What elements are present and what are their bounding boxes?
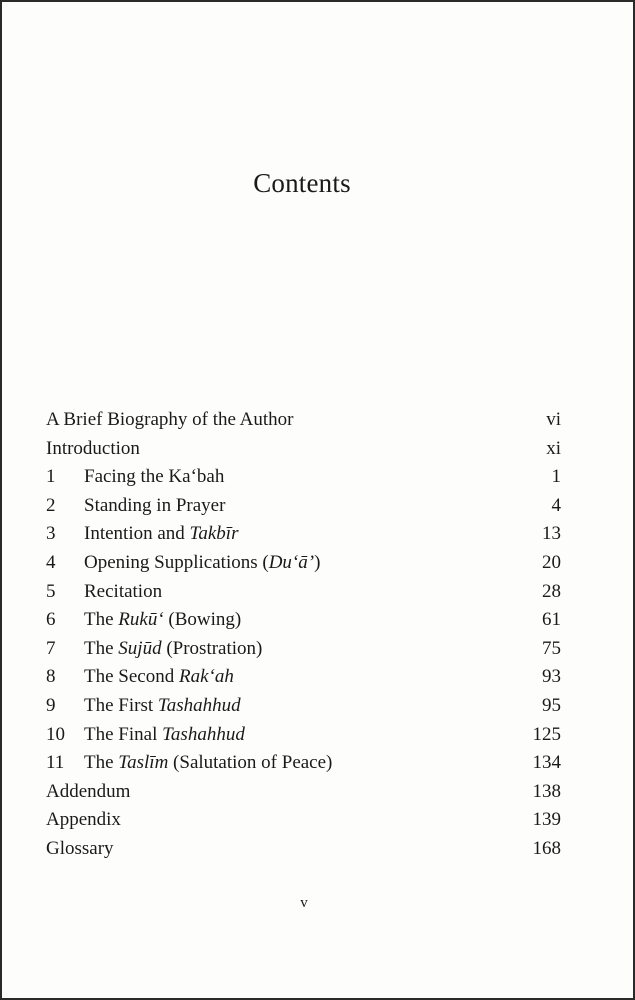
page-number: v bbox=[300, 895, 308, 911]
toc-entry-page: 28 bbox=[542, 580, 561, 602]
toc-entry-title-text: (Prostration) bbox=[161, 637, 263, 659]
toc-entry-title bbox=[84, 606, 542, 635]
toc-entry-title bbox=[84, 692, 542, 721]
toc-entry-title-text: The bbox=[84, 637, 119, 659]
toc-entry-title-italic: Takbīr bbox=[189, 523, 239, 545]
toc-entry bbox=[46, 635, 561, 664]
toc-entry-title bbox=[84, 463, 552, 492]
toc-entry bbox=[46, 692, 561, 721]
toc-entry-title-text: Opening Supplications ( bbox=[84, 551, 269, 573]
toc-entry-page: 13 bbox=[542, 523, 561, 545]
toc-entry-title-text: Standing in Prayer bbox=[84, 494, 226, 516]
toc-entry-number: 11 bbox=[46, 752, 65, 774]
toc-entry-title bbox=[84, 721, 533, 750]
toc-entry-page: 61 bbox=[542, 609, 561, 631]
toc-entry-title bbox=[46, 835, 533, 864]
toc-entry-page: 168 bbox=[532, 837, 561, 859]
toc-entry-title bbox=[46, 435, 546, 464]
toc-entry bbox=[46, 749, 561, 778]
toc-entry-title bbox=[84, 578, 542, 607]
toc-entry-title-italic: Taslīm bbox=[118, 752, 169, 774]
toc-entry-title bbox=[84, 749, 533, 778]
toc-entry-title-text: Addendum bbox=[46, 780, 131, 802]
toc-entry-page: 125 bbox=[532, 723, 561, 745]
toc-entry bbox=[46, 778, 561, 807]
toc-entry-title-text: Intention and bbox=[84, 523, 190, 545]
toc-entry-number: 9 bbox=[46, 694, 56, 716]
toc-entry-title-text: Appendix bbox=[46, 809, 121, 831]
toc-entry bbox=[46, 492, 561, 521]
toc-entry-title-text: The bbox=[84, 752, 119, 774]
toc-entry-number: 4 bbox=[46, 551, 56, 573]
toc-entry-page: 1 bbox=[551, 466, 561, 488]
toc-entry-title-text: (Salutation of Peace) bbox=[168, 752, 333, 774]
toc-entry-title-text: The bbox=[84, 609, 119, 631]
toc-entry-page: 134 bbox=[532, 752, 561, 774]
toc-entry-number: 2 bbox=[46, 494, 56, 516]
toc-entry bbox=[46, 549, 561, 578]
toc-entry-number: 5 bbox=[46, 580, 56, 602]
toc-entry bbox=[46, 463, 561, 492]
table-of-contents bbox=[46, 406, 561, 864]
toc-entry-page: 95 bbox=[542, 694, 561, 716]
toc-entry-title-text: Glossary bbox=[46, 837, 114, 859]
toc-entry-title-italic: Rak‘ah bbox=[178, 666, 234, 688]
toc-entry-title-text: The Second bbox=[84, 666, 179, 688]
toc-entry-title-italic: Rukū‘ bbox=[118, 609, 164, 631]
toc-entry-title-text: (Bowing) bbox=[163, 609, 242, 631]
toc-entry-page: 138 bbox=[532, 780, 561, 802]
toc-entry bbox=[46, 520, 561, 549]
toc-entry bbox=[46, 663, 561, 692]
toc-entry-title bbox=[84, 492, 552, 521]
toc-entry-title-italic: Tashahhud bbox=[157, 694, 241, 716]
toc-entry-title bbox=[46, 778, 533, 807]
toc-entry bbox=[46, 806, 561, 835]
toc-entry-title bbox=[84, 663, 542, 692]
toc-entry-title-text: Introduction bbox=[46, 437, 140, 459]
toc-entry-title bbox=[84, 549, 542, 578]
toc-entry-title bbox=[46, 806, 533, 835]
toc-entry-page: xi bbox=[546, 437, 561, 459]
toc-entry bbox=[46, 606, 561, 635]
toc-entry-title bbox=[84, 520, 542, 549]
toc-entry-title-italic: Sujūd bbox=[118, 637, 162, 659]
page-title: Contents bbox=[253, 168, 351, 198]
toc-entry-page: 20 bbox=[542, 551, 561, 573]
toc-entry-title-text: Facing the Ka‘bah bbox=[84, 466, 225, 488]
toc-entry-number: 10 bbox=[46, 723, 65, 745]
toc-entry-page: 139 bbox=[532, 809, 561, 831]
toc-entry-title-italic: Tashahhud bbox=[162, 723, 245, 745]
toc-entry-title-text: A Brief Biography of the Author bbox=[46, 409, 294, 430]
toc-entry-page: vi bbox=[546, 409, 561, 430]
toc-entry-title-text: The First bbox=[84, 694, 158, 716]
toc-entry-title bbox=[46, 406, 546, 435]
toc-entry bbox=[46, 406, 561, 435]
toc-entry-number: 3 bbox=[46, 523, 56, 545]
toc-entry-page: 75 bbox=[542, 637, 561, 659]
toc-entry bbox=[46, 435, 561, 464]
toc-entry bbox=[46, 721, 561, 750]
toc-entry-page: 4 bbox=[551, 494, 561, 516]
toc-entry-title bbox=[84, 635, 542, 664]
toc-entry bbox=[46, 578, 561, 607]
toc-entry-number: 1 bbox=[46, 466, 56, 488]
toc-entry-number: 7 bbox=[46, 637, 56, 659]
toc-entry-title-text: The Final bbox=[84, 723, 163, 745]
toc-entry-number: 8 bbox=[46, 666, 56, 688]
toc-entry-title-text: Recitation bbox=[84, 580, 163, 602]
toc-entry bbox=[46, 835, 561, 864]
toc-entry-title-italic: Du‘ā’ bbox=[268, 551, 315, 573]
toc-entry-title-text: ) bbox=[314, 551, 321, 573]
toc-entry-number: 6 bbox=[46, 609, 56, 631]
toc-entry-page: 93 bbox=[542, 666, 561, 688]
